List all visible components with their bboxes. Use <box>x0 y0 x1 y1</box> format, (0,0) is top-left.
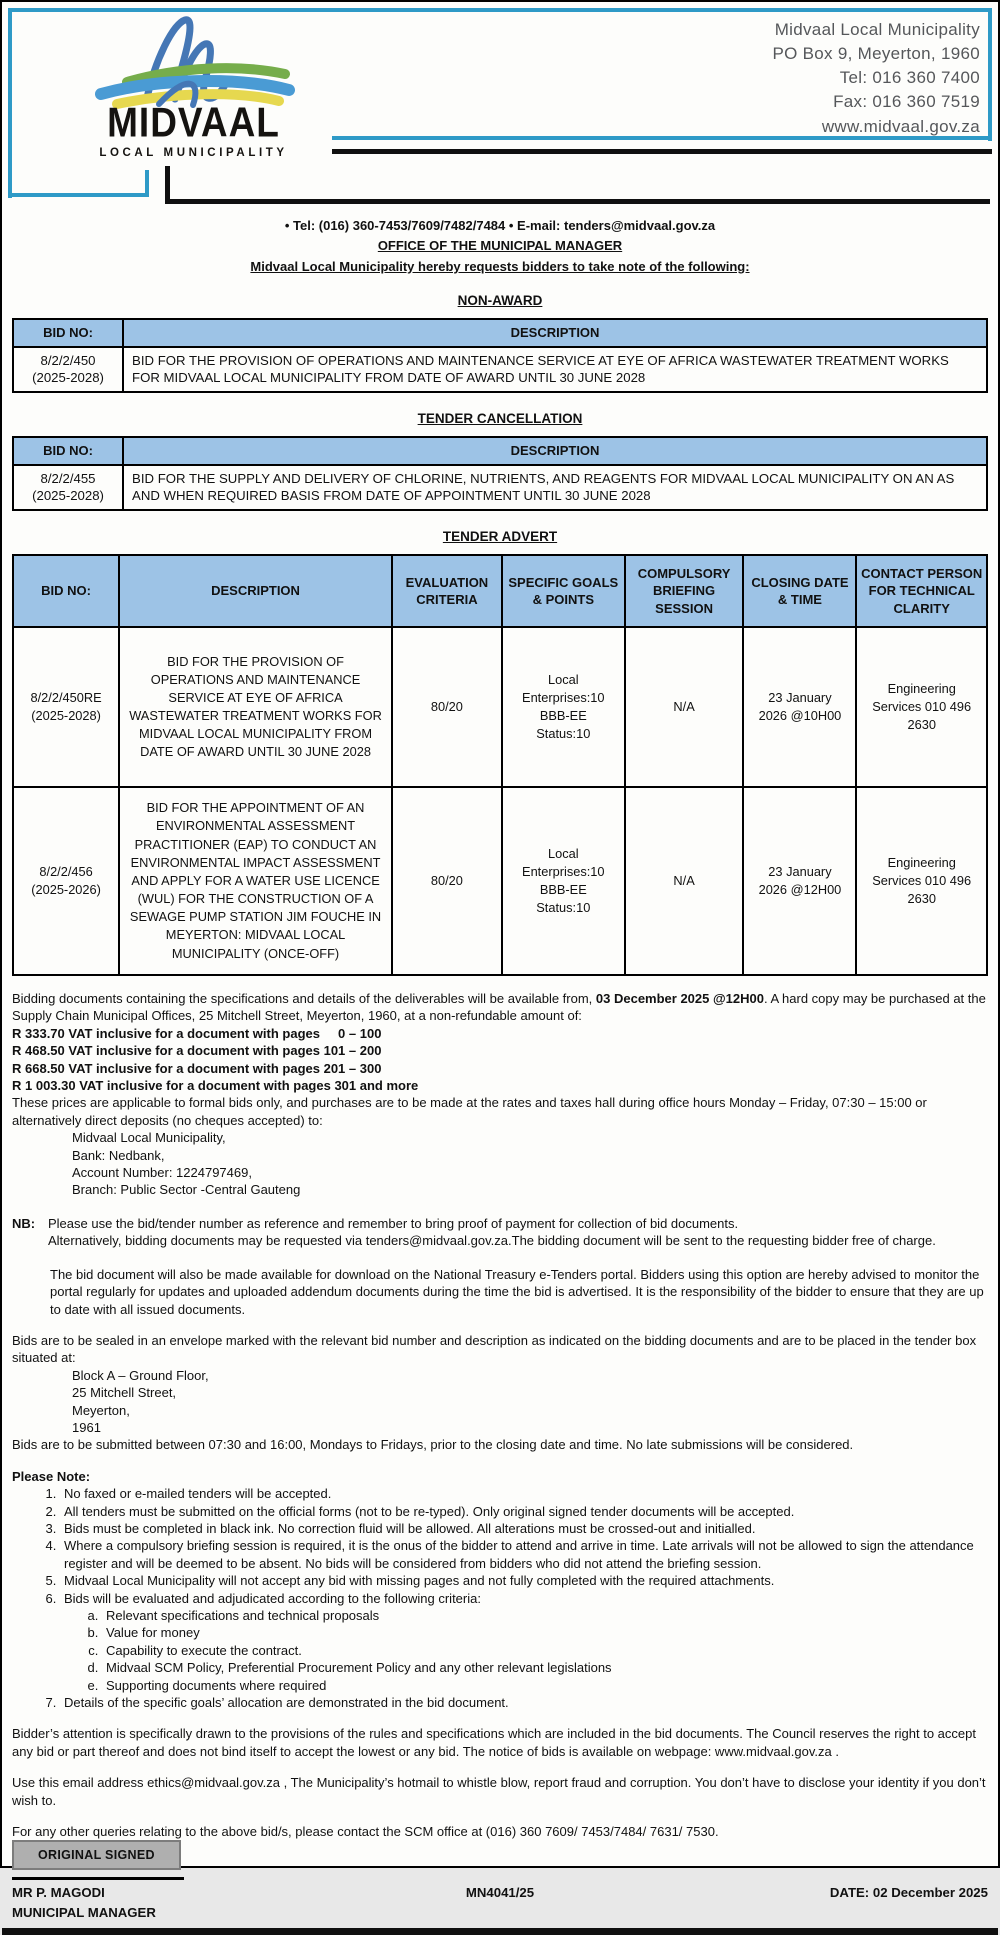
criteria-sublist <box>82 1607 988 1694</box>
cell-goals: Local Enterprises:10 BBB-EE Status:10 <box>502 627 625 787</box>
criteria-item: a. Relevant specifications and technical proposals <box>102 1607 988 1624</box>
col-header-description: DESCRIPTION <box>123 437 987 464</box>
bidding-prefix: Bidding documents containing the specifications and details of the deliverables will be available from, <box>12 991 596 1007</box>
address-line: Block A – Ground Floor, <box>72 1367 209 1383</box>
cell-description: BID FOR THE SUPPLY AND DELIVERY OF CHLORINE, NUTRIENTS, AND REAGENTS FOR MIDVAAL LOCAL MUNICIPALITY ON AN AS AND WHEN REQUIRED BASIS FROM DATE OF APPOINTMENT UNTIL 30 JUNE 2028 <box>123 465 987 510</box>
contact-tel: Tel: 016 360 7400 <box>839 68 980 88</box>
criteria-item: e. Supporting documents where required <box>102 1677 988 1694</box>
cell-description: BID FOR THE PROVISION OF OPERATIONS AND MAINTENANCE SERVICE AT EYE OF AFRICA WASTEWATER TREATMENT WORKS FOR MIDVAAL LOCAL MUNICIPALITY FROM DATE OF AWARD UNTIL 30 JUNE 2028 <box>119 627 392 787</box>
letterhead-step-blue-h <box>8 193 149 197</box>
bid-number: 8/2/2/450RE <box>30 689 102 705</box>
col-header-bid-no: BID NO: <box>13 319 123 346</box>
signature-line <box>12 1877 184 1880</box>
price-line: R 668.50 VAT inclusive for a document with pages 201 – 300 <box>12 1060 382 1076</box>
col-header-contact: CONTACT PERSON FOR TECHNICAL CLARITY <box>856 555 987 627</box>
price-line: R 1 003.30 VAT inclusive for a document with pages 301 and more <box>12 1078 419 1094</box>
note-item-text: Bids will be evaluated and adjudicated according to the following criteria: <box>64 1590 481 1606</box>
footer-row <box>12 1883 988 1927</box>
criteria-item: c. Capability to execute the contract. <box>102 1642 988 1659</box>
bidding-availability-date: 03 December 2025 @12H00 <box>595 991 764 1007</box>
bid-period: (2025-2028) <box>32 488 104 504</box>
bidding-suffix: . A hard copy may be purchased at the Supply Chain Municipal Offices, 25 Mitchell Street, Meyerton, 1960, at a non-refundable amount of: <box>12 991 986 1024</box>
tender-advert-table <box>12 554 988 976</box>
bank-line: Account Number: 1224797469, <box>72 1165 252 1181</box>
cell-briefing: N/A <box>625 787 744 975</box>
cell-contact: Engineering Services 010 496 2630 <box>856 627 987 787</box>
note-item: 5. Midvaal Local Municipality will not accept any bid with missing pages and not fully completed with the required attachments. <box>60 1572 988 1589</box>
col-header-briefing: COMPULSORY BRIEFING SESSION <box>625 555 744 627</box>
nb-label: NB: <box>12 1215 36 1231</box>
letterhead <box>2 2 998 208</box>
criteria-item: b. Value for money <box>102 1624 988 1641</box>
cell-contact: Engineering Services 010 496 2630 <box>856 787 987 975</box>
document-body <box>2 208 998 1840</box>
sealed-envelope-paragraph: Bids are to be sealed in an envelope marked with the relevant bid number and description as indicated on the bidding documents and are to be placed in the tender box situated at: <box>12 1332 977 1366</box>
cell-goals: Local Enterprises:10 BBB-EE Status:10 <box>502 787 625 975</box>
bank-line: Bank: Nedbank, <box>72 1147 165 1163</box>
col-header-bid-no: BID NO: <box>13 555 119 627</box>
non-award-title: NON-AWARD <box>457 293 543 309</box>
bid-period: (2025-2028) <box>31 708 101 724</box>
col-header-bid-no: BID NO: <box>13 437 123 464</box>
signatory-title: MUNICIPAL MANAGER <box>12 1904 156 1920</box>
logo-wordmark: MIDVAAL <box>107 99 280 146</box>
contact-pobox: PO Box 9, Meyerton, 1960 <box>772 44 980 64</box>
original-signed-stamp: ORIGINAL SIGNED <box>12 1840 181 1870</box>
notice-heading: Midvaal Local Municipality hereby requests bidders to take note of the following: <box>250 258 750 274</box>
logo-subtitle: LOCAL MUNICIPALITY <box>99 147 288 159</box>
table-header-row <box>13 555 987 627</box>
signatory-name: MR P. MAGODI <box>12 1885 105 1901</box>
contact-fax: Fax: 016 360 7519 <box>833 92 980 112</box>
cancellation-title: TENDER CANCELLATION <box>417 411 583 427</box>
document-footer <box>2 1840 998 1927</box>
address-line: Meyerton, <box>72 1402 130 1418</box>
letterhead-contact-block <box>772 18 980 139</box>
table-header-row <box>13 437 987 464</box>
midvaal-logo <box>86 12 301 159</box>
queries-paragraph: For any other queries relating to the above bid/s, please contact the SCM office at (016) 360 7609/ 7453/7484/ 7631/ 7530. <box>12 1824 719 1840</box>
table-row <box>13 627 987 787</box>
cancellation-table <box>12 436 988 511</box>
please-note-list <box>38 1485 988 1711</box>
bid-period: (2025-2026) <box>31 882 101 898</box>
note-item: 2. All tenders must be submitted on the official forms (not to be re-typed). Only original signed tender documents will be accepted. <box>60 1503 988 1520</box>
please-note-heading: Please Note: <box>12 1468 91 1484</box>
cell-evaluation: 80/20 <box>392 627 502 787</box>
cell-description: BID FOR THE PROVISION OF OPERATIONS AND MAINTENANCE SERVICE AT EYE OF AFRICA WASTEWATER TREATMENT WORKS FOR MIDVAAL LOCAL MUNICIPALITY FROM DATE OF AWARD UNTIL 30 JUNE 2028 <box>123 347 987 392</box>
bid-number: 8/2/2/456 <box>39 863 93 879</box>
address-line: 1961 <box>72 1419 101 1435</box>
address-line: 25 Mitchell Street, <box>72 1385 177 1401</box>
criteria-item: d. Midvaal SCM Policy, Preferential Procurement Policy and any other relevant legislations <box>102 1659 988 1676</box>
table-row <box>13 465 987 510</box>
table-row <box>13 347 987 392</box>
cell-bid-no <box>13 787 119 975</box>
prices-note: These prices are applicable to formal bids only, and purchases are to be made at the rates and taxes hall during office hours Monday – Friday, 07:30 – 15:00 or alternatively direct deposits (no cheques accepted) to: <box>12 1095 927 1128</box>
non-award-table <box>12 318 988 393</box>
office-heading: OFFICE OF THE MUNICIPAL MANAGER <box>377 238 623 254</box>
price-line: R 333.70 VAT inclusive for a document with pages 0 – 100 <box>12 1025 382 1041</box>
letterhead-frame-left <box>8 8 12 198</box>
nb-line: Alternatively, bidding documents may be requested via tenders@midvaal.gov.za.The bidding document will be sent to the requesting bidder free of charge. <box>48 1233 936 1249</box>
cell-bid-no <box>13 627 119 787</box>
bank-line: Midvaal Local Municipality, <box>72 1130 226 1146</box>
signatory-block <box>12 1883 337 1921</box>
col-header-goals: SPECIFIC GOALS & POINTS <box>502 555 625 627</box>
bank-line: Branch: Public Sector -Central Gauteng <box>72 1182 301 1198</box>
tender-box-address <box>72 1367 988 1437</box>
cell-bid-no <box>13 347 123 392</box>
etenders-paragraph: The bid document will also be made available for download on the National Treasury e-Tenders portal. Bidders using this option are hereby advised to monitor the portal regularly for updates and uploaded addendum documents during the time the bid is advertised. It is the responsibility of the bidder to ensure that they are up to date with all issued documents. <box>50 1266 984 1317</box>
note-item: 1. No faxed or e-mailed tenders will be accepted. <box>60 1485 988 1502</box>
contact-website: www.midvaal.gov.za <box>821 116 980 136</box>
notice-date: DATE: 02 December 2025 <box>829 1885 988 1901</box>
ethics-paragraph: Use this email address ethics@midvaal.gov.za , The Municipality’s hotmail to whistle blow, report fraud and corruption. You don’t have to disclose your identity if you don’t wish to. <box>12 1775 986 1808</box>
midvaal-logo-icon <box>86 12 301 110</box>
nb-text <box>48 1215 988 1250</box>
col-header-evaluation: EVALUATION CRITERIA <box>392 555 502 627</box>
bid-number: 8/2/2/450 <box>40 352 96 368</box>
advert-title: TENDER ADVERT <box>442 528 558 544</box>
cell-bid-no <box>13 465 123 510</box>
letterhead-step-black-h <box>165 199 990 204</box>
bid-period: (2025-2028) <box>32 370 104 386</box>
table-header-row <box>13 319 987 346</box>
col-header-description: DESCRIPTION <box>123 319 987 346</box>
cell-closing: 23 January 2026 @10H00 <box>743 627 856 787</box>
note-item <box>60 1590 988 1694</box>
nb-block <box>12 1215 988 1250</box>
cell-evaluation: 80/20 <box>392 787 502 975</box>
tender-contact-line: • Tel: (016) 360-7453/7609/7482/7484 • E-mail: tenders@midvaal.gov.za <box>284 218 716 233</box>
cell-closing: 23 January 2026 @12H00 <box>743 787 856 975</box>
price-line: R 468.50 VAT inclusive for a document with pages 101 – 200 <box>12 1043 382 1059</box>
bidding-documents-paragraph <box>12 990 988 1025</box>
bidders-attention-paragraph: Bidder’s attention is specifically drawn to the provisions of the rules and specifications which are included in the bid documents. The Council reserves the right to accept any bid or part thereof and does not bind itself to accept the lowest or any bid. The notice of bids is available on webpage: www.midvaal.gov.za . <box>12 1726 976 1759</box>
notice-reference: MN4041/25 <box>465 1885 535 1901</box>
table-row <box>13 787 987 975</box>
note-item: 3. Bids must be completed in black ink. No correction fluid will be allowed. All alterations must be crossed-out and initialled. <box>60 1520 988 1537</box>
cell-description: BID FOR THE APPOINTMENT OF AN ENVIRONMENTAL ASSESSMENT PRACTITIONER (EAP) TO CONDUCT AN ENVIRONMENTAL IMPACT ASSESSMENT AND APPLY FOR A WATER USE LICENCE (WUL) FOR THE CONSTRUCTION OF A SEWAGE PUMP STATION JIM FOUCHE IN MEYERTON: MIDVAAL LOCAL MUNICIPALITY (ONCE-OFF) <box>119 787 392 975</box>
letterhead-rule-black <box>332 149 992 154</box>
cell-briefing: N/A <box>625 627 744 787</box>
bank-details-block <box>72 1129 988 1199</box>
bid-number: 8/2/2/455 <box>40 470 96 486</box>
note-item: 4. Where a compulsory briefing session is required, it is the onus of the bidder to attend and arrive in time. Late arrivals will not be allowed to sign the attendance register and will be deemed to be absent. No bids will be considered from bidders who did not attend the briefing session. <box>60 1537 988 1572</box>
bottom-rule <box>2 1928 998 1935</box>
note-item: 7. Details of the specific goals’ allocation are demonstrated in the bid document. <box>60 1694 988 1711</box>
col-header-description: DESCRIPTION <box>119 555 392 627</box>
nb-line: Please use the bid/tender number as reference and remember to bring proof of payment for collection of bid documents. <box>48 1215 739 1231</box>
contact-municipality: Midvaal Local Municipality <box>774 20 980 39</box>
col-header-closing: CLOSING DATE & TIME <box>743 555 856 627</box>
letterhead-frame-right <box>988 8 992 141</box>
submission-hours-line: Bids are to be submitted between 07:30 and 16:00, Mondays to Fridays, prior to the closing date and time. No late submissions will be considered. <box>12 1437 854 1453</box>
